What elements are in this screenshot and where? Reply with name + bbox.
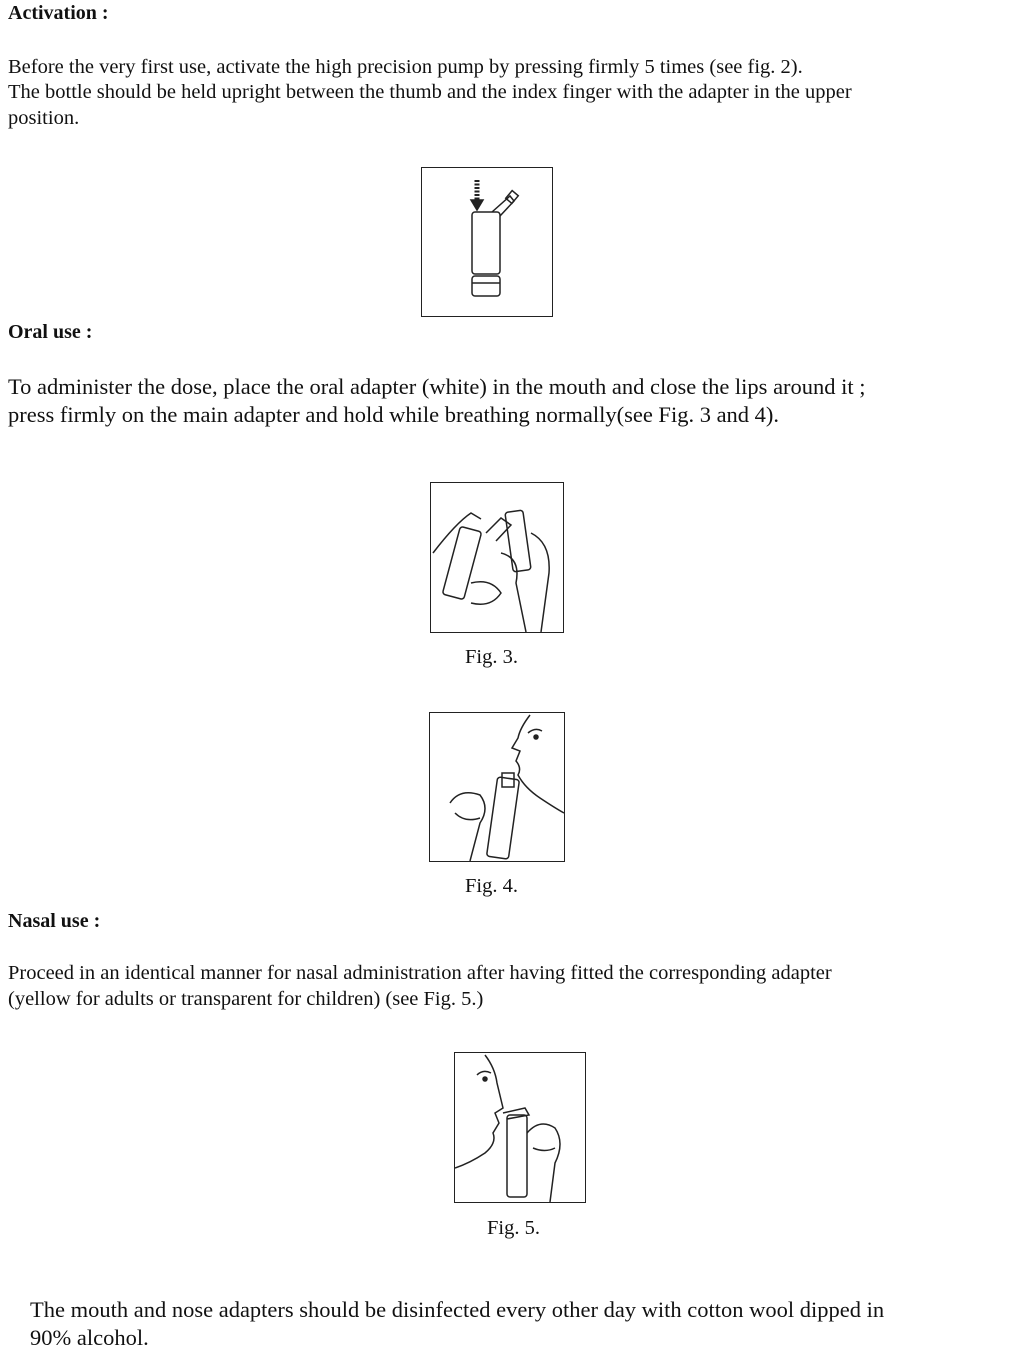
- nasal-line-1: Proceed in an identical manner for nasal administration after having fitted the corresponding adapter: [8, 962, 832, 984]
- figure-5-caption: Fig. 5.: [487, 1217, 540, 1239]
- nasal-use-heading: Nasal use :: [8, 910, 101, 932]
- figure-5-nasal-inhalation: [454, 1052, 586, 1203]
- figure-3-caption: Fig. 3.: [465, 646, 518, 668]
- activation-line-3: position.: [8, 107, 80, 129]
- nasal-line-2: (yellow for adults or transparent for children) (see Fig. 5.): [8, 988, 484, 1010]
- oral-use-heading: Oral use :: [8, 321, 93, 343]
- figure-4-caption: Fig. 4.: [465, 875, 518, 897]
- figure-3-hands-attaching-adapter: [430, 482, 564, 633]
- oral-line-1: To administer the dose, place the oral adapter (white) in the mouth and close the lips around it ;: [8, 374, 866, 399]
- activation-line-2: The bottle should be held upright between the thumb and the index finger with the adapter in the upper: [8, 81, 852, 103]
- oral-line-2: press firmly on the main adapter and hold while breathing normally(see Fig. 3 and 4).: [8, 402, 780, 427]
- figure-2-pump-activation: [421, 167, 553, 317]
- activation-line-1: Before the very first use, activate the high precision pump by pressing firmly 5 times (see fig. 2).: [8, 56, 803, 78]
- figure-4-oral-inhalation: [429, 712, 565, 862]
- disinfection-line-2: 90% alcohol.: [30, 1325, 149, 1350]
- disinfection-line-1: The mouth and nose adapters should be disinfected every other day with cotton wool dipped in: [30, 1297, 885, 1322]
- activation-heading: Activation :: [8, 2, 109, 24]
